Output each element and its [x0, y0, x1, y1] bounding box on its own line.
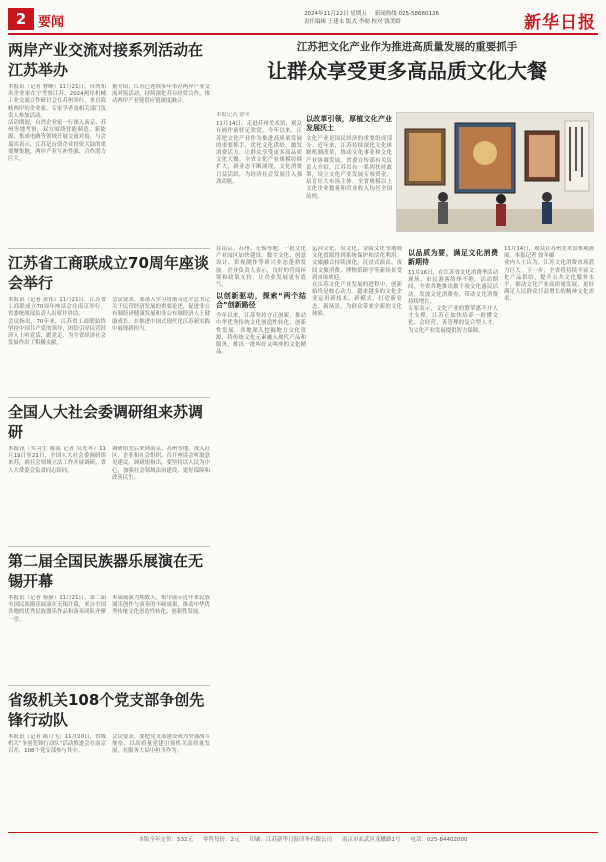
divider: [8, 248, 210, 249]
footer-price: 本版全年定价：532元: [138, 837, 193, 843]
article-2-p3: 会议要求，要深入学习贯彻习近平总书记关于民营经济发展的重要论述，促进非公有制经济健康发展和非公有制经济人士健康成长，在推进中国式现代化江苏新实践中展现新担当。: [112, 297, 210, 332]
article-4-p2: 本届展演为期数天，集中展示近年来民族器乐创作与演奏的丰硕成果，推动中华优秀传统文化创造性转化、创新性发展。: [112, 595, 210, 616]
feature-col-1: [216, 246, 306, 826]
article-5-p2: 会议要求，要把党支部建设成为坚强战斗堡垒，以高质量党建引领机关高质量发展，在服务大局中担当作为。: [112, 734, 210, 755]
feature-p8: 专家表示，文化产业的繁荣离不开人才支撑。江苏正加快培养一批懂文化、会经营、善管理的复合型人才，为文化产业发展提供智力保障。: [408, 306, 498, 334]
divider: [8, 546, 210, 547]
feature-col-4: [504, 246, 594, 826]
newspaper-logo: 新华日报: [524, 13, 596, 33]
art-gallery-illustration: [397, 113, 594, 232]
article-1-p2: 活动期间，台湾企业家一行深入南京、苏州等地考察，双方围绕智能制造、新能源、集成电路等领域开展交流对接。与会嘉宾表示，江苏是台资企业投资大陆的重要聚集地，两岸产业互补性强、合作潜力巨大。: [8, 120, 106, 163]
article-3-p1: 本报讯（实习生 陈凯 记者 吴先冬）11月19日至21日，全国人大社会委调研组来苏，就社会领域立法工作开展调研，省人大常委会负责同志陪同。: [8, 446, 106, 474]
footer-address: 南京市玄武区龙蟠路1号: [342, 837, 401, 843]
article-1-title: 两岸产业交流对接系列活动在江苏举办: [8, 41, 204, 79]
footer-printer: 印刷：江苏新华日报印务有限公司: [249, 837, 332, 843]
feature-photo: [396, 112, 594, 232]
article-1-p3: 据介绍，江苏已连续多年举办两岸产业交流对接活动，持续深化苏台经贸合作，推动两岸产业链供应链深度融合。: [112, 84, 210, 105]
article-2-title: 江苏省工商联成立70周年座谈会举行: [8, 254, 209, 292]
masthead: [8, 6, 598, 32]
feature-subhead-3: 以品质为要，满足文化消费新期待: [408, 249, 498, 266]
news-hotline: 新闻热线 025-58680126: [374, 11, 439, 17]
feature-kicker: 江苏把文化产业作为推进高质量发展的重要抓手: [296, 41, 518, 53]
article-3-p2: 调研组先后来到南京、苏州等地，深入社区、企业和社会组织，召开座谈会听取意见建议。调研组指出，要坚持以人民为中心，加强社会领域法治建设，更好保障和改善民生。: [112, 446, 210, 481]
article-2-p2: 会议指出，70年来，江苏省工商联始终坚持中国共产党的领导，团结引导民营经济人士听党话、跟党走，为全省经济社会发展作出了积极贡献。: [8, 318, 106, 347]
article-2-col-2: [112, 297, 210, 393]
article-5-p1: 本报讯（记者 陈月飞）11月20日，省级机关“争创先锋行动队”活动推进会在南京召开，108个党支部参与其中。: [8, 734, 106, 755]
article-2-p1: 本报讯（记者 黄伟）11月21日，江苏省工商联成立70周年座谈会在南京举行。省委统战部负责人出席并讲话。: [8, 297, 106, 318]
article-4-col-1: [8, 595, 106, 681]
footer-phone: 电话：025-84402000: [410, 837, 468, 843]
feature-p6: 业内人士认为，江苏文化消费市场潜力巨大。下一步，全省将持续丰富文化产品供给，提升公共文化服务水平，推动文化产业高质量发展，更好满足人民群众日益增长的精神文化需求。: [504, 260, 594, 303]
feature-p4: 运河文化、吴文化、金陵文化等地域文化资源得到系统保护和活化利用。文旅融合持续深化，沉浸式演出、夜间文旅消费、博物馆研学等新场景受到市场欢迎。: [312, 246, 402, 281]
feature-col-2: [312, 246, 402, 826]
article-3-col-1: [8, 446, 106, 542]
article-3-body: [8, 446, 210, 542]
top-rule: [8, 33, 598, 35]
feature-p1: 文化产业是国民经济的重要组成部分。近年来，江苏持续深化文化体制机制改革，推动文化事业和文化产业协调发展。省委宣传部有关负责人介绍，江苏出台一系列扶持政策，设立文化产业发展专项资金，培育壮大市场主体。全省规模以上文化企业数量和营业收入均居全国前列。: [306, 136, 392, 200]
article-4-p1: 本报讯（记者 蔡静）11月21日，第二届全国民族器乐展演在无锡开幕，来自全国各地的优秀民族器乐作品和演奏团队齐聚一堂。: [8, 595, 106, 623]
feature-p5: 11月16日，在江苏省文化消费季活动现场，市民游客络绎不绝。活动期间，全省各地推出数千项文化惠民活动，发放文化消费券，带动文化消费持续增长。: [408, 270, 498, 305]
feature-header: [216, 40, 598, 84]
divider: [8, 397, 210, 398]
article-5-title: 省级机关108个党支部争创先锋行动队: [8, 691, 205, 729]
divider: [8, 685, 210, 686]
article-5-col-1: [8, 734, 106, 794]
feature-lead-col-1: [216, 112, 302, 240]
feature-byline: 本报记者 徐冬: [216, 112, 251, 118]
feature-p7: 在江苏文化产业发展的进程中，创新始终是核心动力。越来越多的文化企业运用新技术、新模式，打造新业态、新场景，为群众带来全新的文化体验。: [312, 282, 402, 317]
footer: [8, 836, 598, 844]
article-1-col-2: [112, 84, 210, 244]
feature-lead: 11月14日，走进苏州美术馆，观众在画作前驻足欣赏。今年以来，江苏把文化产业作为推进高质量发展的重要抓手，优化文化供给，激发消费活力，让群众享受更多高品质文化大餐。全省文化产业规模持续扩大，新业态不断涌现，文化消费日益活跃，为经济社会发展注入强劲动能。: [216, 121, 302, 185]
article-5-body: [8, 734, 210, 794]
article-2-body: [8, 297, 210, 393]
feature-col-3: [408, 246, 498, 826]
article-4-title: 第二届全国民族器乐展演在无锡开幕: [8, 552, 204, 590]
footer-retail: 零售每份：2元: [202, 837, 240, 843]
photo-caption: 11月14日，观众在苏州美术馆参观画展。本报记者 徐冬摄: [504, 246, 594, 260]
feature-title: 让群众享受更多高品质文化大餐: [267, 59, 547, 83]
issue-date: 2024年11月22日 星期五: [304, 11, 367, 17]
article-1-col-1: [8, 84, 106, 244]
masthead-meta: [304, 10, 524, 26]
article-4-body: [8, 595, 210, 681]
left-column: [8, 40, 210, 828]
feature-p3: 今年以来，江苏坚持守正创新，推动中华优秀传统文化创造性转化、创新性发展。各地深入挖掘地方文化资源，将传统文化元素融入现代产品和服务，推出一批叫好又叫座的文化精品。: [216, 313, 306, 356]
section-name: 要闻: [38, 15, 65, 30]
article-4-col-2: [112, 595, 210, 681]
article-3-col-2: [112, 446, 210, 542]
feature-p2: 在南京、苏州、无锡等地，一批文化产业园区加快建设，数字文化、创意设计、影视制作等新兴业态蓬勃发展。企业负责人表示，良好的营商环境和政策支持，让企业发展更有底气。: [216, 246, 306, 289]
bottom-rule: [8, 832, 598, 833]
feature-subhead-1: 以改革引领，厚植文化产业发展沃土: [306, 115, 392, 132]
article-3-title: 全国人大社会委调研组来苏调研: [8, 403, 204, 441]
article-2-col-1: [8, 297, 106, 393]
editor-credits: 责任编辑 王建永 版式 李勋 校对 钱美龄: [304, 19, 401, 25]
page-number: 2: [8, 8, 34, 30]
article-1-body: [8, 84, 210, 244]
feature-subhead-2: 以创新驱动，探索“两个结合”创新路径: [216, 292, 306, 310]
article-1-p1: 本报讯（记者 曹峰）11月21日，台湾知名企业家在宁考察江苏，2024两岸机械工业交流合作研讨会在苏州举行，来自海峡两岸的企业家、专家学者及相关部门负责人参加活动。: [8, 84, 106, 119]
feature-lead-col-2: [306, 112, 392, 240]
article-5-col-2: [112, 734, 210, 794]
